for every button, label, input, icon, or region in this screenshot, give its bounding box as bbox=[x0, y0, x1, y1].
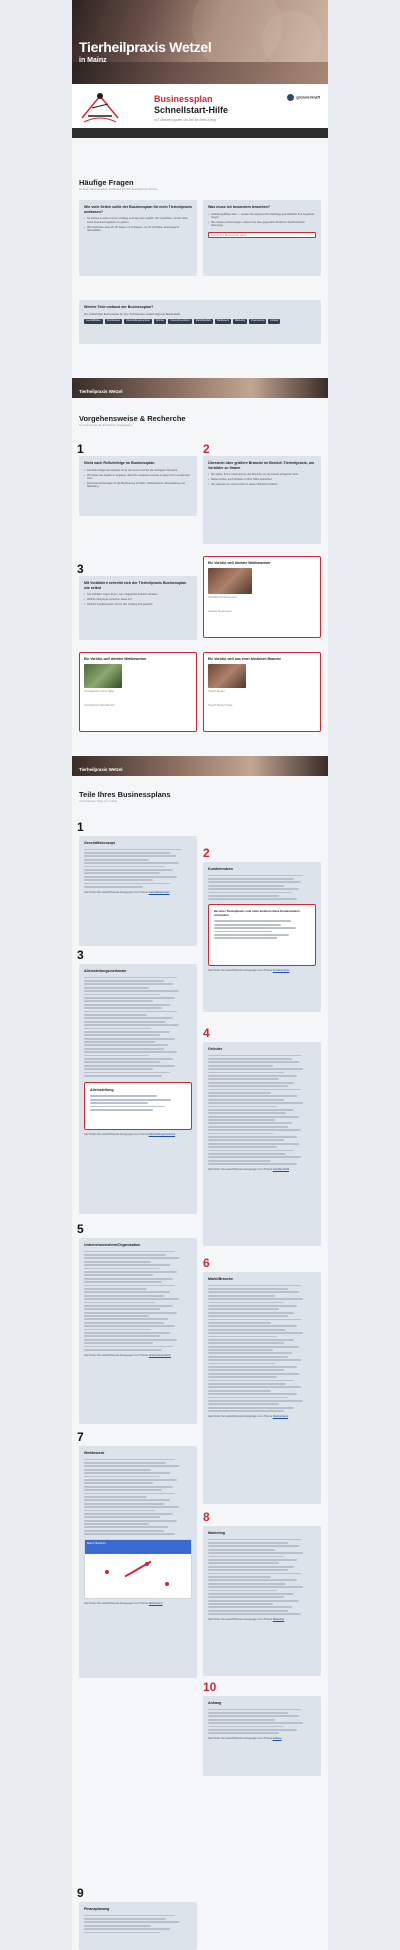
part-link[interactable]: Kundennutzen bbox=[272, 969, 290, 973]
part-link[interactable]: Anhang bbox=[272, 1737, 282, 1741]
step-number: 1 bbox=[77, 442, 84, 456]
faq-card-parts bbox=[79, 300, 321, 344]
rocket-person-illustration-icon bbox=[78, 88, 122, 124]
example-photo bbox=[84, 664, 122, 688]
more-text: Hier finden Sie weiterführende Anregungen zum Thema bbox=[84, 1353, 148, 1357]
example-caption: Tierheilpraxis Mustermann bbox=[208, 596, 238, 600]
logo-text: gründerkraft bbox=[296, 94, 320, 100]
banner-line1: Businessplan bbox=[154, 94, 213, 104]
part-card-9 bbox=[79, 1902, 197, 1950]
example-footer: Anbieter Mustermann bbox=[208, 609, 232, 613]
approach-title: Vorgehensweise & Recherche bbox=[79, 414, 186, 423]
part-card-10 bbox=[203, 1696, 321, 1776]
step-number: 3 bbox=[77, 562, 84, 576]
step-card-1 bbox=[79, 456, 197, 516]
part-number: 4 bbox=[203, 1026, 210, 1040]
banner-tagline: In 5 Minuten sparen Sie Zeit für Ihren Erfolg bbox=[154, 118, 216, 122]
part-title: Alleinstellungsmerkmale bbox=[84, 969, 127, 973]
tag[interactable]: Geschäftsidee bbox=[86, 320, 101, 323]
photo-strip bbox=[72, 756, 328, 776]
example-footer: Tierarzt Muster Praxis bbox=[208, 703, 233, 707]
example-card-2[interactable] bbox=[79, 652, 197, 732]
faq-subtitle: zu Ihrem Businessplan, individuell für Ihre Tierheilpraxis Wetzel bbox=[79, 187, 158, 191]
part-number: 9 bbox=[77, 1886, 84, 1900]
faq-q1-title: Wie viele Seiten sollte der Businessplan für mein Tierheilpraxis umfassen? bbox=[84, 205, 192, 214]
arrow-icon bbox=[125, 1561, 152, 1578]
part-title: Marketing bbox=[208, 1531, 225, 1535]
list-item: • Die beste Reihenfolge für die Bearbeitung ist Markt, Wettbewerber, Alleinstellung und Marketing. bbox=[84, 482, 192, 489]
map-pin-icon[interactable] bbox=[165, 1582, 169, 1586]
customer-benefit-box bbox=[208, 904, 316, 966]
hero-lower bbox=[72, 57, 328, 84]
more-text: Hier finden Sie weiterführende Anregungen zum Thema bbox=[208, 969, 272, 973]
alleinstellung-box bbox=[84, 1082, 192, 1130]
list-item: • Sie müssen schnell zeigen, warum Ihre Idee gegenüber ähnlichen Wettbewerbern überzeugt. bbox=[208, 221, 316, 228]
divider-bar bbox=[72, 132, 328, 138]
map-label: Mainz Übersicht bbox=[87, 1542, 106, 1546]
list-item: • Die Reihenfolge des Kapitels ist für den Leser und Sie die wichtigste Übersicht. bbox=[84, 469, 192, 472]
map-header bbox=[85, 1540, 191, 1554]
part-number: 3 bbox=[77, 948, 84, 962]
tag[interactable]: Unternehmensform bbox=[170, 320, 190, 323]
logo-icon bbox=[287, 94, 294, 101]
part-card-6 bbox=[203, 1272, 321, 1504]
parts-title: Teile Ihres Businessplans bbox=[79, 790, 171, 799]
more-text: Hier finden Sie weiterführende Anregungen zum Thema bbox=[84, 1132, 148, 1136]
hero-banner bbox=[72, 0, 328, 62]
example-caption: Tierarzt Muster bbox=[208, 690, 225, 694]
more-text: Hier finden Sie weiterführende Anregungen zum Thema bbox=[208, 1737, 272, 1741]
part-title: Markt/Branche bbox=[208, 1277, 233, 1281]
part-number: 8 bbox=[203, 1510, 210, 1524]
part-card-8 bbox=[203, 1526, 321, 1676]
part-title: Wettbewerb bbox=[84, 1451, 105, 1455]
strip-label: Tierheilpraxis Wetzel bbox=[79, 389, 123, 395]
note-box-title: Bei einer Tierheilpraxis sind unter anderem diese Kundennutzen vorhanden: bbox=[214, 909, 300, 917]
faq-q2-title: Was muss ich besonders beachten? bbox=[208, 205, 270, 209]
step-title: Mit Vorbildern schreibt sich der Tierheilpraxis Businessplan wie selbst bbox=[84, 581, 187, 590]
faq-q3-intro: Ein vollständiger Businessplan für eine Tierheilpraxis umfasst folgende Bestandteile: bbox=[84, 312, 181, 316]
tag[interactable]: Finanzierung bbox=[251, 320, 265, 323]
example-footer: Tierheilpraxis Nahe Bereich bbox=[84, 703, 115, 707]
example-card-1[interactable] bbox=[203, 556, 321, 638]
tag[interactable]: Gründerteam bbox=[106, 320, 121, 323]
time-saving-input[interactable]: Zeit mit dem Businessplan sparen bbox=[208, 232, 316, 238]
faq-title: Häufige Fragen bbox=[79, 178, 134, 187]
part-link[interactable]: Geschäftskonzept bbox=[148, 890, 170, 894]
hero-subtitle: in Mainz bbox=[79, 57, 107, 64]
brand-logo[interactable] bbox=[287, 94, 320, 101]
list-item: • Sie erkennen so, was Kunden in diesem Bereich erwarten. bbox=[208, 483, 316, 486]
part-number: 7 bbox=[77, 1430, 84, 1444]
part-title: Unternehmensform/Organisation bbox=[84, 1243, 141, 1247]
sole-box-title: Alleinstellung bbox=[90, 1087, 114, 1092]
tag[interactable]: Gründer bbox=[155, 320, 165, 323]
example-photo bbox=[208, 664, 246, 688]
list-item: • Welcher Kundennutzen wird in den Vordergrund gestellt? bbox=[84, 603, 192, 606]
part-number: 5 bbox=[77, 1222, 84, 1236]
map-pin-icon[interactable] bbox=[105, 1570, 109, 1574]
approach-subtitle: So sind wir bei der Erstellung vorgegangen bbox=[79, 423, 133, 427]
example-photo bbox=[208, 568, 252, 594]
list-item: • Wir empfehlen etwa 15–30 Seiten mit Anhängen, um Ihr Vorhaben überzeugend darzustellen. bbox=[84, 226, 192, 233]
page bbox=[72, 0, 328, 1950]
part-number: 10 bbox=[203, 1680, 217, 1694]
part-number: 2 bbox=[203, 846, 210, 860]
businessplan-banner bbox=[72, 84, 328, 132]
tag[interactable]: Marketing bbox=[235, 320, 246, 323]
faq-q3-title: Welche Teile umfasst der Businessplan? bbox=[84, 305, 154, 309]
tag[interactable]: Wettbewerb bbox=[216, 320, 229, 323]
part-card-5 bbox=[79, 1238, 197, 1424]
part-tags bbox=[84, 319, 316, 324]
tag[interactable]: Alleinstellungsmerkmal bbox=[126, 320, 150, 323]
part-title: Gründer bbox=[208, 1047, 223, 1051]
example-title: Ein Vorbild, weil direkter Wettbewerber bbox=[208, 561, 271, 565]
part-link[interactable]: Wettbewerb bbox=[148, 1602, 163, 1606]
part-link[interactable]: Unternehmensform bbox=[148, 1353, 171, 1357]
part-card-7 bbox=[79, 1446, 197, 1678]
part-link[interactable]: Marketing bbox=[272, 1618, 285, 1622]
part-card-2 bbox=[203, 862, 321, 1012]
part-number: 1 bbox=[77, 820, 84, 834]
part-title: Geschäftskonzept bbox=[84, 841, 115, 845]
list-item: • Die Vorbilder zeigen Ihnen, wie erfolgreiche Anbieter arbeiten. bbox=[84, 593, 192, 596]
more-text: Hier finden Sie weiterführende Anregungen zum Thema bbox=[208, 1618, 272, 1622]
list-item: • So präzise in einem kurzen Umfang so knapp wie möglich. Wir empfehlen, mit der Seite eines Finanzierungsplans zu planen. bbox=[84, 217, 192, 224]
part-link[interactable]: Gründer-Profil bbox=[272, 1167, 290, 1171]
part-link[interactable]: Alleinstellungsmerkmal bbox=[148, 1132, 176, 1136]
faq-card-notes bbox=[203, 200, 321, 276]
list-item: • Wir haben die Kapitel so angelegt, dass Ihre Gedanken bereits in dieser Form strukturiert sind. bbox=[84, 474, 192, 481]
tag[interactable]: Anhang bbox=[270, 320, 279, 323]
step-card-3 bbox=[79, 576, 197, 640]
part-card-3 bbox=[79, 964, 197, 1214]
strip-label: Tierheilpraxis Wetzel bbox=[79, 767, 123, 773]
step-number: 2 bbox=[203, 442, 210, 456]
list-item: • Dabei wurden auch Anbieter in Ihrer Nähe betrachtet. bbox=[208, 478, 316, 481]
photo-strip bbox=[72, 378, 328, 398]
more-text: Hier finden Sie weiterführende Anregungen zum Thema bbox=[208, 1167, 272, 1171]
part-title: Kundennutzen bbox=[208, 867, 233, 871]
more-text: Hier finden Sie weiterführende Anregungen zum Thema bbox=[208, 1414, 272, 1418]
example-title: Ein Vorbild, weil direkter Wettbewerber bbox=[84, 657, 147, 661]
faq-card-pages bbox=[79, 200, 197, 276]
competitor-map[interactable] bbox=[84, 1539, 192, 1599]
step-title: Übersicht über größere Branche im Bereich Tierheilpraxis, um Vorbilder zu finden bbox=[208, 461, 315, 470]
example-card-3[interactable] bbox=[203, 652, 321, 732]
list-item: • Gründungsfähige Idee — Lassen Sie aufgrund der Marktlage grundsätzlich Ihre Angebote zeigen. bbox=[208, 213, 316, 220]
list-item: • Welche Zielgruppe sprechen diese an? bbox=[84, 598, 192, 601]
part-link[interactable]: Marktanalyse bbox=[272, 1414, 289, 1418]
part-card-1 bbox=[79, 836, 197, 946]
more-text: Hier finden Sie weiterführende Anregungen zum Thema bbox=[84, 1602, 148, 1606]
tag[interactable]: Marktüberblick bbox=[195, 320, 211, 323]
part-title: Finanzplanung bbox=[84, 1907, 110, 1911]
step-card-2 bbox=[203, 456, 321, 544]
part-number: 6 bbox=[203, 1256, 210, 1270]
list-item: • Wir stellen Ihnen Unternehmen der Branche vor, die bereits erfolgreich sind. bbox=[208, 473, 316, 476]
part-card-4 bbox=[203, 1042, 321, 1246]
banner-line2: Schnellstart-Hilfe bbox=[154, 105, 229, 115]
example-title: Ein Vorbild, weil aus einer ähnlichen Branche bbox=[208, 657, 282, 661]
parts-subtitle: mit konkreten Tipps zum Inhalt bbox=[79, 799, 117, 803]
step-title: Nicht nach Reiheinfolge im Businessplan bbox=[84, 461, 155, 465]
more-text: Hier finden Sie weiterführende Anregungen zum Thema bbox=[84, 890, 148, 894]
example-caption: Tierheilpraxis in Ihrer Nähe bbox=[84, 690, 114, 694]
hero-title: Tierheilpraxis Wetzel bbox=[79, 39, 212, 55]
part-title: Anhang bbox=[208, 1701, 222, 1705]
